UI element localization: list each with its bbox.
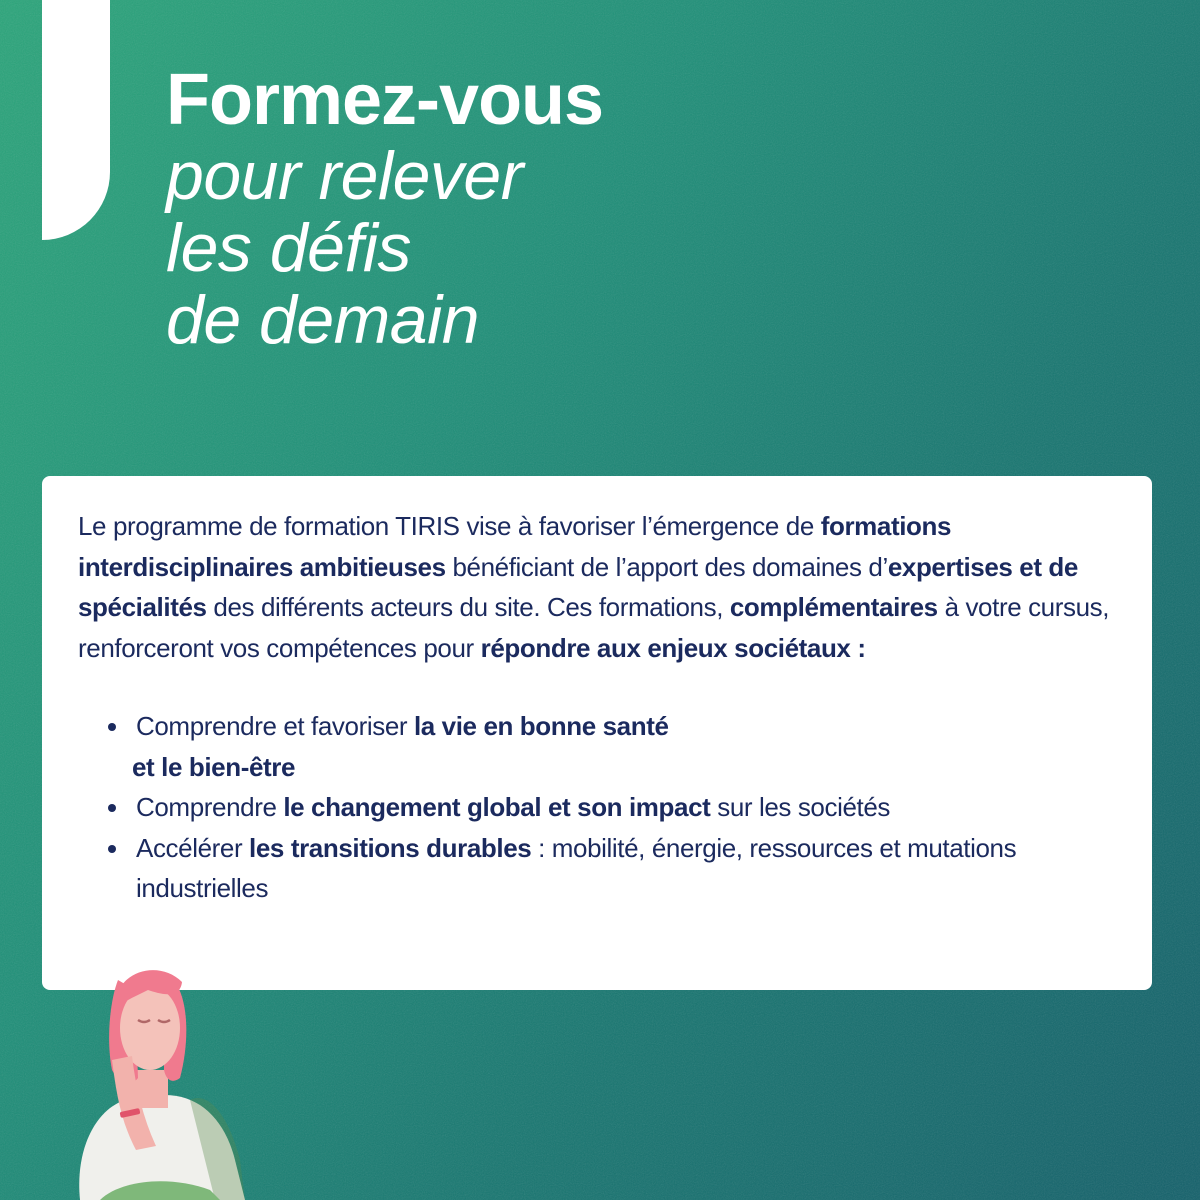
intro-text-1: Le programme de formation TIRIS vise à favoriser l’émergence de — [78, 511, 821, 541]
intro-bold-4: répondre aux enjeux sociétaux : — [480, 632, 866, 663]
headline-line-3: les défis — [166, 210, 411, 286]
objectives-list — [78, 706, 1116, 909]
headline-line-4: de demain — [166, 282, 480, 358]
bullet-text: Comprendre et favoriser — [136, 711, 414, 741]
list-item — [78, 706, 1116, 787]
bullet-text-end: : mobilité, énergie, ressources et mutations industrielles — [136, 832, 1017, 903]
info-card — [42, 476, 1152, 990]
intro-text-3: des différents acteurs du site. Ces formations, — [206, 592, 730, 622]
bullet-bold: le changement global et son impact — [283, 792, 711, 822]
headline-line-2: pour relever — [166, 138, 523, 214]
bullet-bold-continued: et le bien-être — [132, 751, 296, 782]
intro-text-2: bénéficiant de l’apport des domaines d’ — [445, 551, 888, 582]
intro-bold-2: expertises et de spécialités — [78, 551, 1078, 622]
headline — [166, 60, 603, 356]
list-item — [78, 787, 1116, 828]
woman-illustration — [40, 960, 280, 1200]
bullet-text-end: sur les sociétés — [710, 792, 890, 822]
intro-paragraph — [78, 506, 1116, 668]
bullet-bold: la vie en bonne santé — [413, 711, 669, 741]
white-tab-decoration — [42, 0, 110, 240]
bullet-text: Comprendre — [136, 792, 284, 822]
headline-line-1: Formez-vous — [166, 60, 604, 140]
bullet-text: Accélérer — [136, 832, 250, 863]
intro-text-4: à votre cursus, renforceront vos compétences pour — [78, 592, 1110, 663]
list-item — [78, 828, 1116, 909]
bullet-bold: les transitions durables — [249, 832, 532, 863]
intro-bold-1: formations interdisciplinaires ambitieuses — [78, 511, 952, 582]
intro-bold-3: complémentaires — [729, 592, 938, 622]
